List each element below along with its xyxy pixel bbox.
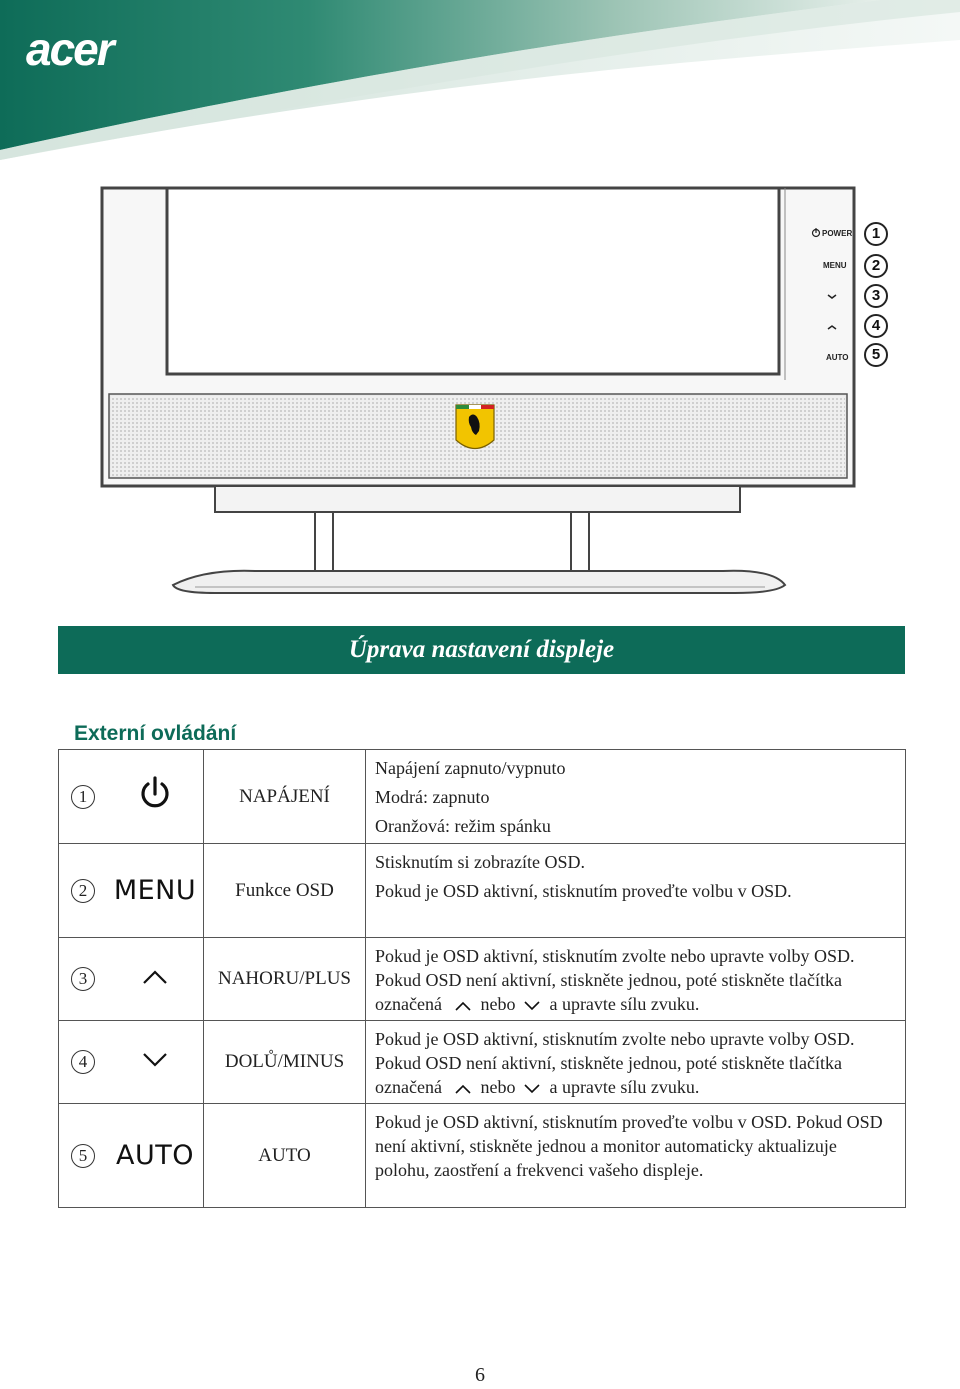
auto-icon: AUTO (116, 1140, 194, 1171)
table-row (59, 750, 906, 844)
table-row (59, 1104, 906, 1208)
chevron-up-icon (141, 968, 169, 986)
monitor-illustration (95, 185, 895, 600)
acer-logo: acer (26, 23, 113, 75)
section-title-bar (58, 626, 905, 674)
table-row (59, 1021, 906, 1104)
power-button-label: POWER (822, 229, 853, 238)
chevron-down-icon (141, 1051, 169, 1069)
control-desc: Pokud je OSD aktivní, stisknutím zvolte nebo upravte volby OSD. Pokud OSD není aktivní, stiskněte jednou, poté stiskněte tlačítka označená (375, 1029, 855, 1097)
control-desc-line: Oranžová: režim spánku (375, 816, 551, 836)
control-name: Funkce OSD (204, 844, 366, 938)
callout-4: 4 (864, 314, 888, 338)
row-number: 3 (71, 967, 95, 991)
control-desc-connector: nebo (480, 1077, 516, 1097)
control-desc-end: a upravte sílu zvuku. (549, 1077, 700, 1097)
control-desc-end: a upravte sílu zvuku. (549, 994, 700, 1014)
control-name: AUTO (204, 1104, 366, 1208)
row-number: 1 (71, 785, 95, 809)
section-title: Úprava nastavení displeje (348, 636, 615, 663)
callout-2: 2 (864, 254, 888, 278)
banner-swoosh (0, 0, 960, 160)
table-row (59, 938, 906, 1021)
power-icon (138, 775, 172, 813)
control-desc-connector: nebo (480, 994, 516, 1014)
control-desc: Pokud je OSD aktivní, stisknutím proveďte volbu v OSD. Pokud OSD není aktivní, stiskněte jednou a monitor automaticky aktualizuje polohu, zaostření a frekvenci vašeho displeje. (366, 1104, 906, 1208)
header-banner (0, 0, 960, 160)
control-name: NAPÁJENÍ (204, 750, 366, 844)
callout-1: 1 (864, 222, 888, 246)
chevron-down-icon (523, 1000, 541, 1012)
row-number: 4 (71, 1050, 95, 1074)
auto-button-label: AUTO (826, 353, 849, 362)
subsection-heading: Externí ovládání (74, 722, 237, 745)
callout-5: 5 (864, 343, 888, 367)
table-row (59, 844, 906, 938)
controls-table (58, 749, 906, 1208)
control-desc-line: Modrá: zapnuto (375, 787, 490, 807)
control-desc: Pokud je OSD aktivní, stisknutím zvolte nebo upravte volby OSD. Pokud OSD není aktivní, stiskněte jednou, poté stiskněte tlačítka označená (375, 946, 855, 1014)
menu-icon: MENU (113, 875, 197, 906)
row-number: 5 (71, 1144, 95, 1168)
control-name: NAHORU/PLUS (204, 938, 366, 1021)
control-desc-line: Stisknutím si zobrazíte OSD. (375, 852, 585, 872)
menu-button-label: MENU (823, 261, 847, 270)
page-number: 6 (475, 1364, 485, 1386)
control-desc-line: Napájení zapnuto/vypnuto (375, 758, 566, 778)
chevron-up-icon (454, 1083, 472, 1095)
chevron-up-icon (454, 1000, 472, 1012)
monitor-drawing (95, 185, 895, 600)
control-desc-line: Pokud je OSD aktivní, stisknutím proveďte volbu v OSD. (375, 881, 792, 901)
chevron-down-icon (523, 1083, 541, 1095)
row-number: 2 (71, 879, 95, 903)
control-name: DOLŮ/MINUS (204, 1021, 366, 1104)
callout-3: 3 (864, 284, 888, 308)
ferrari-shield-icon (456, 405, 494, 449)
